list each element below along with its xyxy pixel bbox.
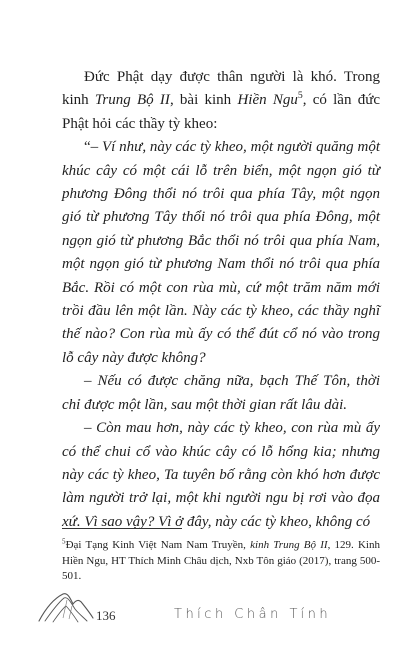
- quote-buddha-question-text: – Ví như, này các tỳ kheo, một người quăng một khúc cây có một cái lỗ trên biển, một ngọn gió từ phương Đông thổi nó trôi qua phía Tây, một ngọn gió từ phương Tây thổi nó trôi qua phía Đông, một ngọn gió từ phương Bắc thổi nó trôi qua phía Nam, một ngọn gió từ phương Nam thổi nó trôi qua phía Bắc. Rồi có một con rùa mù, cứ một trăm năm mới trồi đầu lên một lần. Này các tỳ kheo, các thầy nghĩ thế nào? Con rùa mù ấy có thể đút cổ nó vào trong lỗ cây này được không?: [62, 139, 380, 366]
- intro-mid: , bài kinh: [169, 92, 238, 109]
- footnote-divider: [62, 528, 182, 529]
- opening-quote-mark: “: [84, 139, 91, 156]
- quote-buddha-question: [62, 136, 380, 370]
- footnote-marker: 5: [62, 537, 66, 546]
- source-book-title: Trung Bộ II: [94, 92, 170, 109]
- sutta-title: Hiền Ngu: [237, 92, 298, 109]
- author-name: Thích Chân Tính: [174, 607, 332, 622]
- footnote-lead: Đại Tạng Kinh Việt Nam Nam Truyền,: [65, 539, 251, 551]
- paragraph-intro: [62, 66, 380, 136]
- footnote-book-title: kinh Trung Bộ II: [250, 539, 328, 551]
- intro-tail: , có lần đức Phật hỏi các thầy tỳ kheo:: [62, 92, 381, 132]
- quote-monks-answer: – Nếu có được chăng nữa, bạch Thế Tôn, thời chỉ được một lần, sau một thời gian rất lâu dài.: [62, 373, 380, 413]
- intro-lead: Đức Phật dạy được thân người là khó. Trong kinh: [62, 69, 380, 109]
- quote-buddha-reply: – Còn mau hơn, này các tỳ kheo, con rùa mù ấy có thể chui cổ vào khúc cây có lỗ hổng kia; nhưng này các tỳ kheo, Ta tuyên bố rằng còn khó hơn được làm người trở lại, một khi người ngu bị rơi vào đọa xứ. Vì sao vậy? Vì ở đây, này các tỳ kheo, không có: [62, 420, 380, 530]
- mountain-brush-icon: [38, 588, 94, 624]
- page-footer: [0, 588, 420, 638]
- footnote: [62, 538, 380, 585]
- footnote-reference[interactable]: 5: [297, 90, 303, 102]
- body-text: [62, 66, 380, 534]
- footnote-details: , 129. Kinh Hiền Ngu, HT Thích Minh Châu dịch, Nxb Tôn giáo (2017), trang 500-501.: [62, 539, 380, 583]
- page-number: 136: [96, 608, 116, 623]
